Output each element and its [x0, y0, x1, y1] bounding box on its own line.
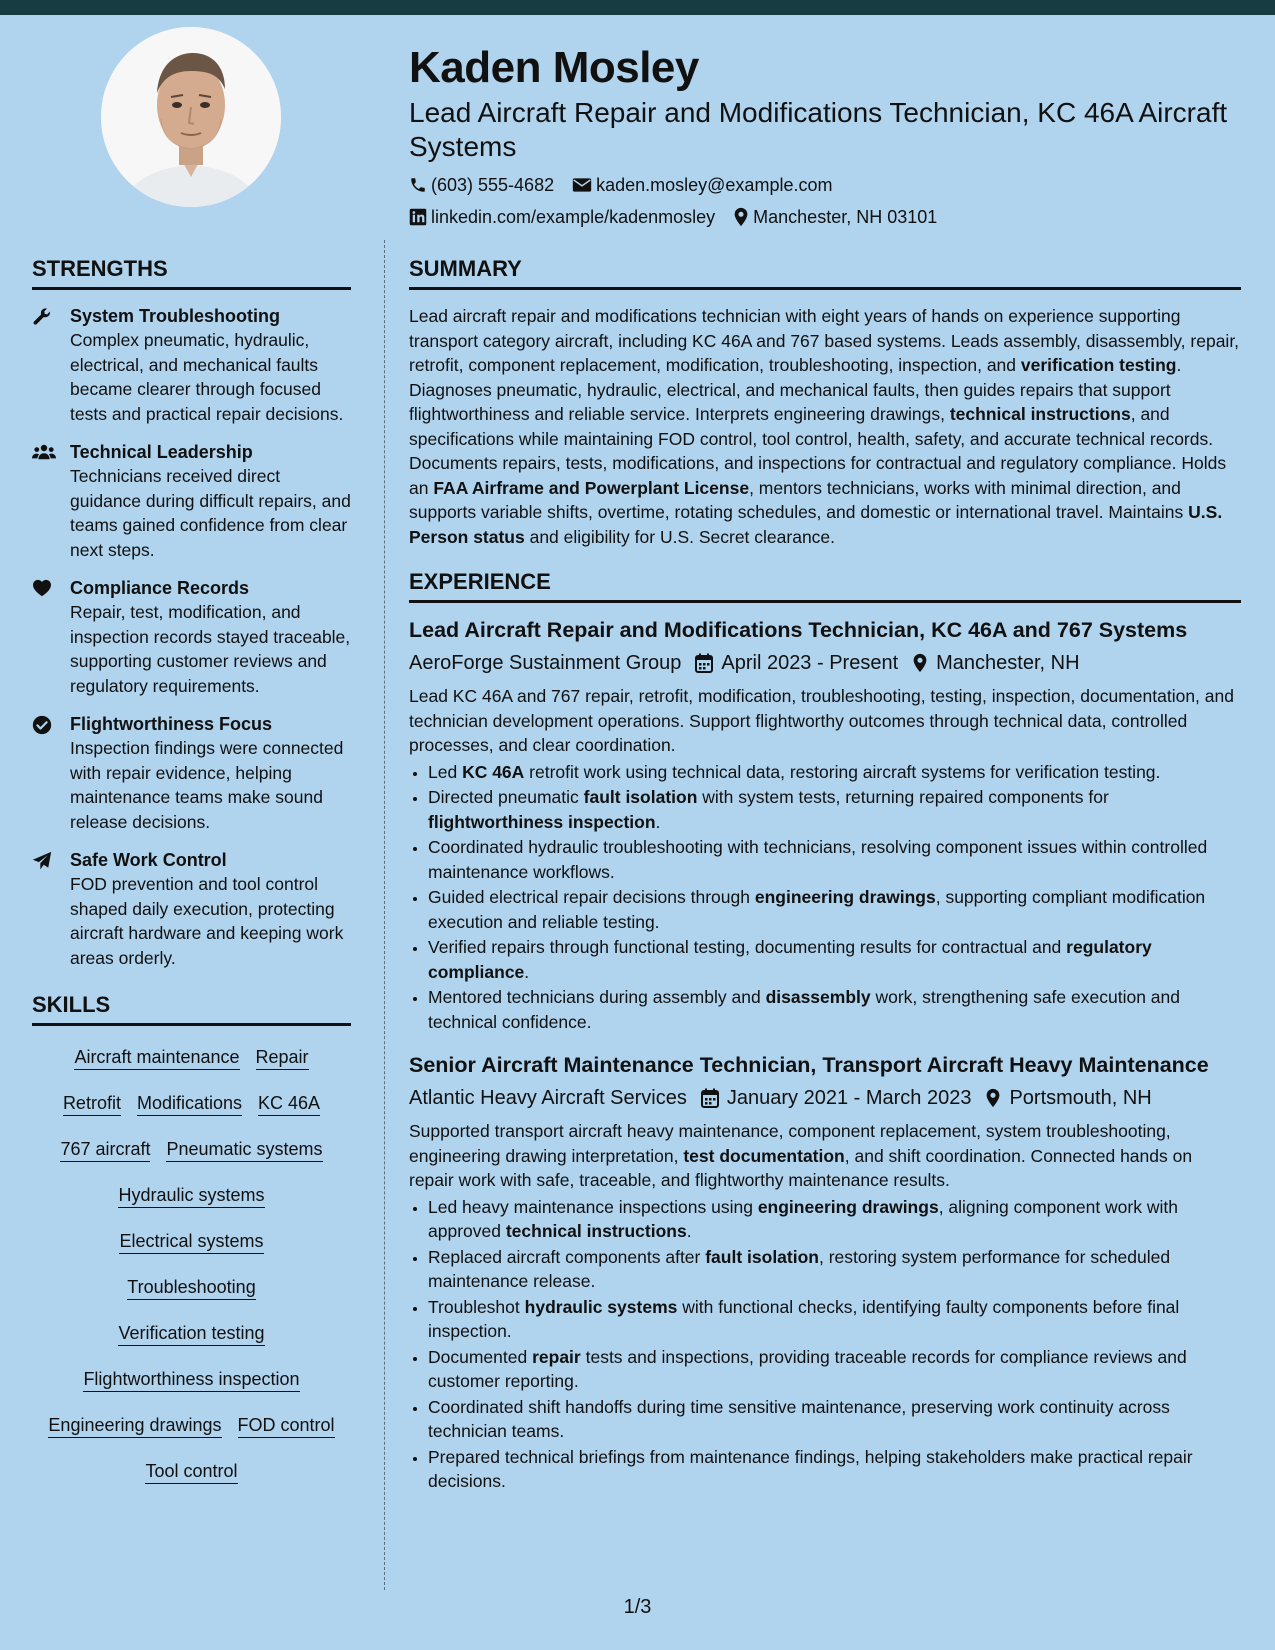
skill-tag: Modifications [137, 1092, 242, 1116]
skill-tag: Aircraft maintenance [74, 1046, 239, 1070]
job-bullet: • Coordinated shift handoffs during time sensitive maintenance, preserving work continuity across technician teams. [428, 1395, 1241, 1444]
email-contact[interactable] [572, 174, 832, 196]
skill-tag: Retrofit [63, 1092, 121, 1116]
top-bar [0, 0, 1275, 15]
strength-description: Repair, test, modification, and inspection records stayed traceable, supporting customer reviews and regulatory requirements. [70, 602, 351, 696]
strength-description: FOD prevention and tool control shaped daily execution, protecting aircraft hardware and keeping work areas orderly. [70, 874, 344, 968]
email-text: kaden.mosley@example.com [596, 175, 833, 195]
skill-tag: Flightworthiness inspection [83, 1368, 299, 1392]
job-bullet: • Mentored technicians during assembly and disassembly work, strengthening safe execution and technical confidence. [428, 985, 1241, 1034]
skill-tag: Verification testing [118, 1322, 264, 1346]
skill-tag: Repair [256, 1046, 309, 1070]
job-dates: April 2023 - Present [695, 650, 898, 676]
strength-item [32, 576, 351, 698]
resume-header [409, 42, 1239, 228]
summary-paragraph: Lead aircraft repair and modifications technician with eight years of hands on experience supporting transport category aircraft, including KC 46A and 767 based systems. Leads assembly, disassembly, repair, retrofit, component replacement, modification, troubleshooting, inspection, and verification testing. Diagnoses pneumatic, hydraulic, electrical, and mechanical faults, then guides repairs that support flightworthiness and reliable service. Interprets engineering drawings, technical instructions, and specifications while maintaining FOD control, tool control, health, safety, and accurate technical records. Documents repairs, tests, modifications, and inspections for contractual and regulatory compliance. Holds an FAA Airframe and Powerplant License, mentors technicians, works with minimal direction, and supports variable shifts, overtime, rotating schedules, and domestic or international travel. Maintains U.S. Person status and eligibility for U.S. Secret clearance. [409, 306, 1240, 547]
skill-tag: Hydraulic systems [118, 1184, 264, 1208]
job-bullet: • Prepared technical briefings from maintenance findings, helping stakeholders make practical repair decisions. [428, 1445, 1241, 1494]
right-column [409, 256, 1241, 1495]
skill-tag: Tool control [145, 1460, 237, 1484]
strengths-heading: STRENGTHS [32, 256, 351, 290]
strength-item [32, 304, 351, 426]
job-location: Manchester, NH [912, 650, 1079, 676]
company-name: Atlantic Heavy Aircraft Services [409, 1087, 687, 1109]
check-circle-icon [32, 715, 52, 735]
job-bullet: • Verified repairs through functional testing, documenting results for contractual and regulatory compliance. [428, 935, 1241, 984]
company-name: AeroForge Sustainment Group [409, 652, 682, 674]
skill-tag: Troubleshooting [127, 1276, 255, 1300]
paper-plane-icon [32, 851, 52, 871]
job-description: Supported transport aircraft heavy maintenance, component replacement, system troubleshooting, engineering drawing interpretation, test documentation, and shift coordination. Connected hands on repair work with safe, traceable, and flightworthy maintenance results. [409, 1121, 1193, 1190]
strength-item [32, 712, 351, 834]
profile-photo [101, 27, 281, 207]
location-contact [733, 206, 937, 228]
map-pin-icon [733, 207, 749, 227]
wrench-icon [32, 307, 52, 327]
job-title: Lead Aircraft Repair and Modifications Technician, KC 46A and 767 Systems [409, 618, 1188, 642]
calendar-icon [695, 653, 713, 673]
linkedin-icon [409, 208, 427, 226]
users-icon [32, 443, 56, 461]
strength-item [32, 440, 351, 562]
skill-tag: Pneumatic systems [166, 1138, 322, 1162]
job-meta [409, 1085, 1241, 1111]
job-title: Senior Aircraft Maintenance Technician, Transport Aircraft Heavy Maintenance [409, 1053, 1209, 1077]
candidate-headline: Lead Aircraft Repair and Modifications Technician, KC 46A Aircraft Systems [409, 97, 1228, 162]
strength-description: Technicians received direct guidance during difficult repairs, and teams gained confidence from clear next steps. [70, 466, 351, 560]
job-bullet: • Led KC 46A retrofit work using technical data, restoring aircraft systems for verification testing. [428, 760, 1241, 785]
job-bullet: • Documented repair tests and inspections, providing traceable records for compliance reviews and customer reporting. [428, 1345, 1241, 1394]
map-pin-icon [985, 1088, 1001, 1108]
phone-text: (603) 555-4682 [431, 175, 555, 195]
strength-description: Complex pneumatic, hydraulic, electrical, and mechanical faults became clearer through focused tests and practical repair decisions. [70, 330, 344, 424]
strength-title: Safe Work Control [70, 850, 227, 870]
job-bullets [409, 1195, 1241, 1494]
skill-tag: 767 aircraft [60, 1138, 150, 1162]
job-entry [409, 1052, 1241, 1494]
location-text: Manchester, NH 03101 [753, 207, 938, 227]
job-bullet: • Led heavy maintenance inspections using engineering drawings, aligning component work with approved technical instructions. [428, 1195, 1241, 1244]
skills-heading: SKILLS [32, 992, 351, 1026]
skill-tag: KC 46A [258, 1092, 320, 1116]
job-bullet: • Guided electrical repair decisions through engineering drawings, supporting compliant modification execution and reliable testing. [428, 885, 1241, 934]
skill-tag: Electrical systems [119, 1230, 263, 1254]
job-bullet: • Troubleshot hydraulic systems with functional checks, identifying faulty components before final inspection. [428, 1295, 1241, 1344]
strength-title: Compliance Records [70, 578, 250, 598]
linkedin-text: linkedin.com/example/kadenmosley [431, 207, 716, 227]
calendar-icon [701, 1088, 719, 1108]
job-bullet: • Replaced aircraft components after fault isolation, restoring system performance for scheduled maintenance release. [428, 1245, 1241, 1294]
map-pin-icon [912, 653, 928, 673]
experience-heading: EXPERIENCE [409, 569, 1241, 603]
page-number: 1/3 [623, 1596, 652, 1618]
job-entry [409, 617, 1241, 1034]
job-description: Lead KC 46A and 767 repair, retrofit, modification, troubleshooting, testing, inspection, documentation, and technician development operations. Support flightworthy outcomes through technical data, controlled processes, and clear coordination. [409, 686, 1234, 755]
strength-item [32, 848, 351, 970]
phone-contact [409, 174, 554, 196]
job-dates: January 2021 - March 2023 [701, 1085, 972, 1111]
job-meta [409, 650, 1241, 676]
job-bullets [409, 760, 1241, 1035]
strength-title: System Troubleshooting [70, 306, 281, 326]
linkedin-contact[interactable] [409, 206, 715, 228]
column-divider [384, 240, 385, 1590]
summary-heading: SUMMARY [409, 256, 1241, 290]
strength-description: Inspection findings were connected with repair evidence, helping maintenance teams make sound release decisions. [70, 738, 344, 832]
heart-icon [32, 579, 52, 597]
strength-title: Technical Leadership [70, 442, 253, 462]
skill-tag: FOD control [238, 1414, 335, 1438]
skill-tag: Engineering drawings [48, 1414, 221, 1438]
job-location: Portsmouth, NH [985, 1085, 1151, 1111]
left-column [32, 256, 351, 1500]
contact-row-2 [409, 206, 1239, 228]
phone-icon [409, 176, 427, 194]
skills-list [32, 1040, 351, 1500]
strength-title: Flightworthiness Focus [70, 714, 273, 734]
contact-row-1 [409, 174, 1239, 196]
job-bullet: • Coordinated hydraulic troubleshooting with technicians, resolving component issues within controlled maintenance workflows. [428, 835, 1241, 884]
job-bullet: • Directed pneumatic fault isolation with system tests, returning repaired components for flightworthiness inspection. [428, 785, 1241, 834]
envelope-icon [572, 176, 592, 194]
candidate-name: Kaden Mosley [409, 43, 699, 92]
